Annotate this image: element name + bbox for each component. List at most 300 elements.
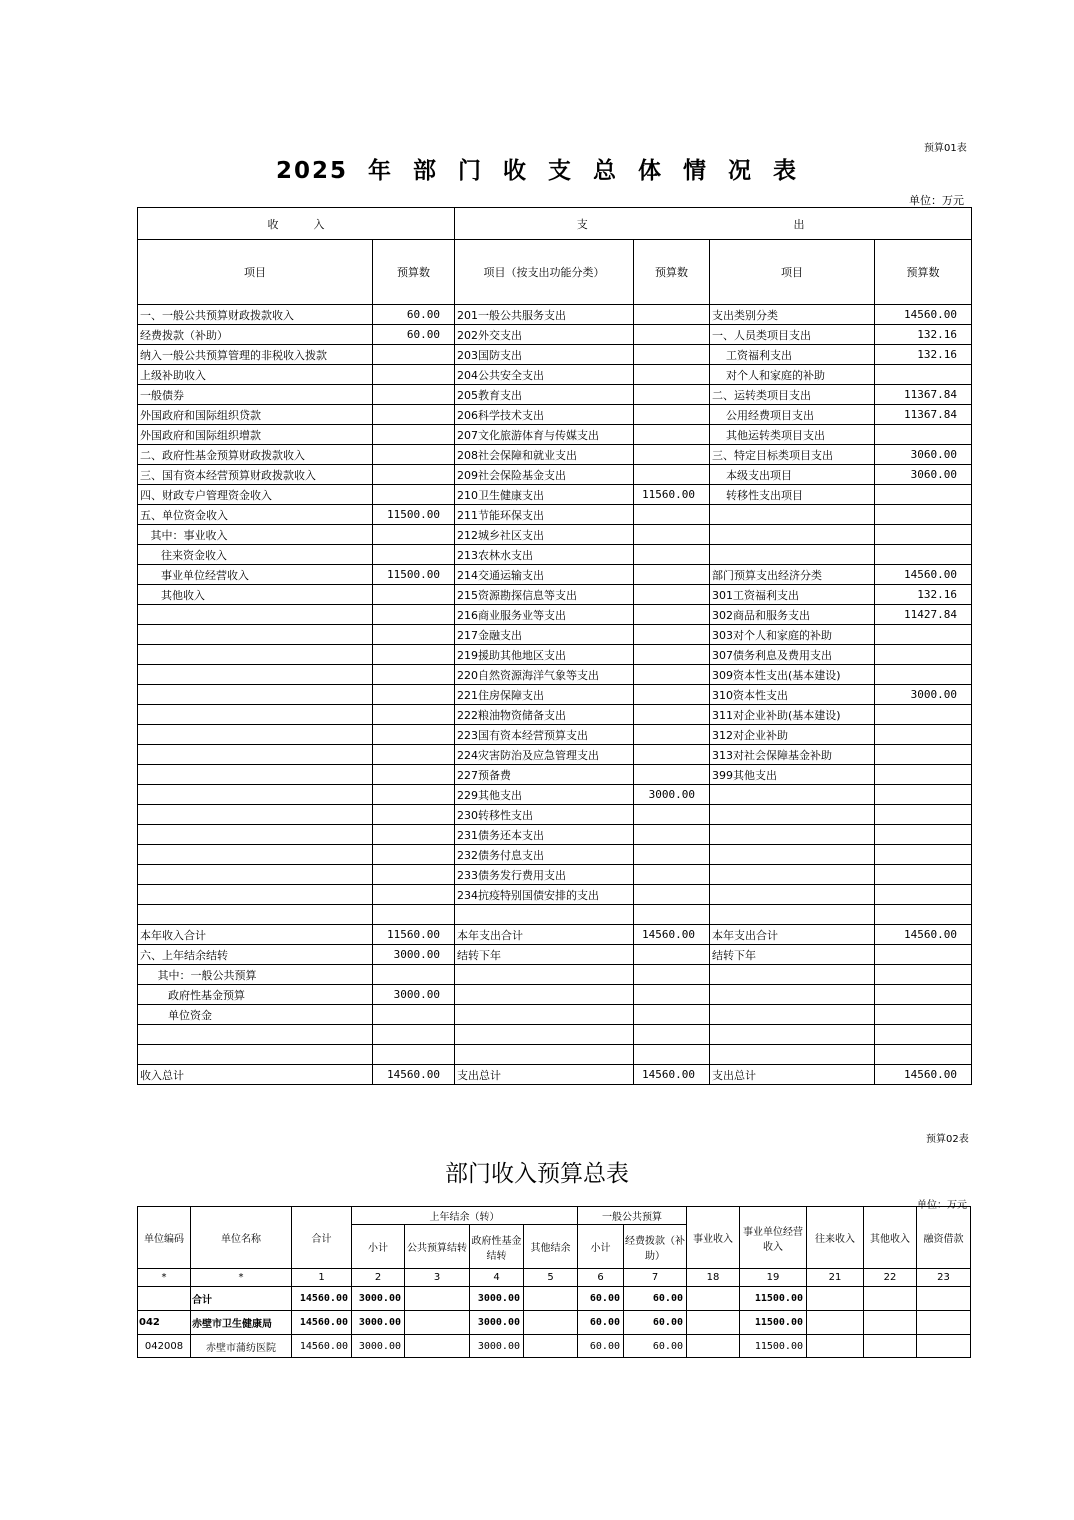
table-row — [138, 365, 972, 385]
table2-title: 部门收入预算总表 — [445, 1161, 629, 1187]
amount-cell: 3000.00 — [352, 1311, 405, 1335]
budget-cell — [634, 825, 710, 845]
item-cell: 其中：一般公共预算 — [138, 965, 373, 985]
budget-cell — [373, 525, 455, 545]
item-cell: 外国政府和国际组织贷款 — [138, 405, 373, 425]
budget-cell — [875, 985, 972, 1005]
item-cell: 三、特定目标类项目支出 — [710, 445, 875, 465]
amount-cell: 60.00 — [624, 1335, 687, 1358]
budget-cell: 11560.00 — [634, 485, 710, 505]
table-row — [138, 905, 972, 925]
table-row — [138, 345, 972, 365]
item-cell: 204公共安全支出 — [455, 365, 634, 385]
table2-tag: 预算02表 — [926, 1134, 969, 1145]
index-cell: 23 — [917, 1269, 971, 1287]
item-cell — [710, 505, 875, 525]
budget-cell — [634, 965, 710, 985]
table-row — [138, 445, 972, 465]
col-loan: 融资借款 — [917, 1207, 971, 1269]
budget-cell — [373, 685, 455, 705]
item-cell: 政府性基金预算 — [138, 985, 373, 1005]
amount-cell — [807, 1311, 864, 1335]
unit-code-cell: 042 — [138, 1311, 191, 1335]
budget-cell — [634, 445, 710, 465]
budget-cell — [634, 845, 710, 865]
col-gen-subtotal: 小计 — [578, 1225, 624, 1269]
index-cell: 18 — [687, 1269, 740, 1287]
budget-cell — [875, 885, 972, 905]
table-row — [138, 465, 972, 485]
budget-cell — [634, 345, 710, 365]
item-cell — [710, 785, 875, 805]
amount-cell: 14560.00 — [292, 1287, 352, 1311]
budget-cell: 14560.00 — [373, 1065, 455, 1085]
item-cell: 上级补助收入 — [138, 365, 373, 385]
table-row — [138, 1287, 971, 1311]
col-code: 单位编码 — [138, 1207, 191, 1269]
budget-cell — [373, 805, 455, 825]
item-cell: 222粮油物资储备支出 — [455, 705, 634, 725]
budget-cell — [875, 505, 972, 525]
item-cell — [710, 965, 875, 985]
amount-cell — [687, 1287, 740, 1311]
budget-cell — [875, 485, 972, 505]
amount-cell: 14560.00 — [292, 1335, 352, 1358]
item-cell — [455, 1005, 634, 1025]
budget-cell — [373, 445, 455, 465]
index-cell: 2 — [352, 1269, 405, 1287]
item-cell — [138, 785, 373, 805]
item-cell — [455, 1045, 634, 1065]
index-row — [138, 1269, 971, 1287]
table-row — [138, 785, 972, 805]
budget-cell — [875, 645, 972, 665]
index-cell: 3 — [405, 1269, 470, 1287]
budget-cell — [875, 665, 972, 685]
expense-header-right: 出 — [710, 208, 972, 240]
item-cell: 224灾害防治及应急管理支出 — [455, 745, 634, 765]
item-cell — [138, 1025, 373, 1045]
budget-cell: 11500.00 — [373, 565, 455, 585]
budget-cell — [875, 525, 972, 545]
table-row — [138, 325, 972, 345]
amount-cell — [405, 1311, 470, 1335]
budget-cell — [634, 765, 710, 785]
budget-cell — [634, 465, 710, 485]
item-cell — [138, 885, 373, 905]
budget-cell — [373, 845, 455, 865]
budget-cell — [373, 605, 455, 625]
amount-cell — [807, 1335, 864, 1358]
amount-cell — [687, 1311, 740, 1335]
budget-cell — [634, 505, 710, 525]
item-cell — [710, 525, 875, 545]
budget-cell — [373, 1025, 455, 1045]
item-cell — [138, 905, 373, 925]
amount-cell: 3000.00 — [470, 1335, 524, 1358]
budget-cell — [875, 425, 972, 445]
unit-name-cell: 合计 — [191, 1287, 292, 1311]
budget-cell — [373, 385, 455, 405]
table-row — [138, 645, 972, 665]
table1-title: 2025 年 部 门 收 支 总 体 情 况 表 — [275, 158, 799, 184]
expense-header-left: 支 — [455, 208, 710, 240]
item-cell: 207文化旅游体育与传媒支出 — [455, 425, 634, 445]
item-cell — [138, 745, 373, 765]
budget-cell: 14560.00 — [875, 565, 972, 585]
item-cell: 结转下年 — [710, 945, 875, 965]
budget-cell — [634, 1005, 710, 1025]
budget-cell — [634, 745, 710, 765]
budget-cell: 132.16 — [875, 325, 972, 345]
col-income-item: 项目 — [138, 240, 373, 305]
budget-cell — [634, 945, 710, 965]
item-cell — [138, 765, 373, 785]
table2-unit: 单位：万元 — [917, 1200, 967, 1211]
item-cell: 223国有资本经营预算支出 — [455, 725, 634, 745]
table-row — [138, 825, 972, 845]
budget-cell: 14560.00 — [875, 925, 972, 945]
budget-cell — [875, 1025, 972, 1045]
item-cell: 313对社会保障基金补助 — [710, 745, 875, 765]
table-row — [138, 805, 972, 825]
item-cell: 纳入一般公共预算管理的非税收入拨款 — [138, 345, 373, 365]
index-cell: 1 — [292, 1269, 352, 1287]
item-cell: 本级支出项目 — [710, 465, 875, 485]
item-cell: 二、运转类项目支出 — [710, 385, 875, 405]
budget-cell: 3000.00 — [875, 685, 972, 705]
budget-cell — [875, 785, 972, 805]
budget-cell: 14560.00 — [634, 925, 710, 945]
table-row — [138, 665, 972, 685]
table-row — [138, 765, 972, 785]
item-cell — [138, 645, 373, 665]
table-row — [138, 1335, 971, 1358]
table-row — [138, 425, 972, 445]
item-cell: 四、财政专户管理资金收入 — [138, 485, 373, 505]
budget-cell — [373, 465, 455, 485]
item-cell — [710, 985, 875, 1005]
item-cell: 单位资金 — [138, 1005, 373, 1025]
budget-cell — [875, 865, 972, 885]
budget-cell — [634, 705, 710, 725]
amount-cell — [524, 1311, 578, 1335]
amount-cell — [917, 1335, 971, 1358]
index-cell: 22 — [864, 1269, 917, 1287]
budget-cell — [373, 865, 455, 885]
item-cell: 312对企业补助 — [710, 725, 875, 745]
item-cell: 支出总计 — [710, 1065, 875, 1085]
budget-cell — [634, 405, 710, 425]
budget-cell — [634, 1045, 710, 1065]
item-cell: 公用经费项目支出 — [710, 405, 875, 425]
unit-code-cell: 042008 — [138, 1335, 191, 1358]
item-cell: 232债务付息支出 — [455, 845, 634, 865]
budget-cell — [875, 965, 972, 985]
item-cell: 支出类别分类 — [710, 305, 875, 325]
item-cell: 216商业服务业等支出 — [455, 605, 634, 625]
col-prev-group: 上年结余（转） — [352, 1207, 578, 1225]
budget-cell — [634, 985, 710, 1005]
col-func-item: 项目（按支出功能分类） — [455, 240, 634, 305]
item-cell — [138, 685, 373, 705]
amount-cell — [864, 1287, 917, 1311]
col-func-budget: 预算数 — [634, 240, 710, 305]
amount-cell: 60.00 — [578, 1335, 624, 1358]
budget-cell: 3060.00 — [875, 445, 972, 465]
item-cell — [455, 905, 634, 925]
index-cell: 21 — [807, 1269, 864, 1287]
table-row — [138, 705, 972, 725]
amount-cell: 11500.00 — [740, 1287, 807, 1311]
item-cell: 211节能环保支出 — [455, 505, 634, 525]
budget-cell — [875, 1005, 972, 1025]
budget-cell — [634, 625, 710, 645]
budget-cell: 3000.00 — [373, 945, 455, 965]
table-row — [138, 1311, 971, 1335]
budget-cell — [373, 585, 455, 605]
budget-cell — [634, 885, 710, 905]
item-cell: 214交通运输支出 — [455, 565, 634, 585]
item-cell: 302商品和服务支出 — [710, 605, 875, 625]
table-row — [138, 485, 972, 505]
budget-cell — [875, 905, 972, 925]
col-total: 合计 — [292, 1207, 352, 1269]
item-cell — [138, 725, 373, 745]
budget-cell — [373, 425, 455, 445]
budget-cell: 11427.84 — [875, 605, 972, 625]
col-funding: 经费拨款（补助） — [624, 1225, 687, 1269]
budget-cell: 60.00 — [373, 305, 455, 325]
table1-unit: 单位：万元 — [909, 194, 964, 207]
item-cell: 工资福利支出 — [710, 345, 875, 365]
table-row — [138, 505, 972, 525]
item-cell: 本年支出合计 — [710, 925, 875, 945]
budget-cell: 11367.84 — [875, 385, 972, 405]
table-row — [138, 1025, 972, 1045]
col-contact: 往来收入 — [807, 1207, 864, 1269]
item-cell — [710, 905, 875, 925]
item-cell — [710, 805, 875, 825]
item-cell: 二、政府性基金预算财政拨款收入 — [138, 445, 373, 465]
table1-tag: 预算01表 — [924, 143, 967, 154]
col-subtotal: 小计 — [352, 1225, 405, 1269]
item-cell — [710, 885, 875, 905]
item-cell: 其他收入 — [138, 585, 373, 605]
budget-cell — [634, 365, 710, 385]
table-row — [138, 745, 972, 765]
budget-cell — [373, 885, 455, 905]
table-row — [138, 525, 972, 545]
item-cell: 203国防支出 — [455, 345, 634, 365]
amount-cell — [405, 1287, 470, 1311]
index-cell: 5 — [524, 1269, 578, 1287]
item-cell — [710, 545, 875, 565]
item-cell: 其他运转类项目支出 — [710, 425, 875, 445]
col-other-income: 其他收入 — [864, 1207, 917, 1269]
budget-cell — [373, 545, 455, 565]
amount-cell: 60.00 — [624, 1287, 687, 1311]
col-biz-oper: 事业单位经营收入 — [740, 1207, 807, 1269]
item-cell — [455, 985, 634, 1005]
item-cell: 208社会保障和就业支出 — [455, 445, 634, 465]
index-cell: 7 — [624, 1269, 687, 1287]
col-name: 单位名称 — [191, 1207, 292, 1269]
amount-cell — [917, 1287, 971, 1311]
budget-cell — [875, 625, 972, 645]
col-other-carry: 其他结余 — [524, 1225, 578, 1269]
table-row — [138, 305, 972, 325]
budget-cell — [373, 785, 455, 805]
budget-cell — [634, 385, 710, 405]
budget-cell — [373, 345, 455, 365]
item-cell — [710, 1045, 875, 1065]
col-biz-income: 事业收入 — [687, 1207, 740, 1269]
table-row — [138, 545, 972, 565]
table-row — [138, 945, 972, 965]
amount-cell — [524, 1335, 578, 1358]
budget-cell — [634, 585, 710, 605]
amount-cell: 3000.00 — [352, 1287, 405, 1311]
budget-cell: 3060.00 — [875, 465, 972, 485]
budget-cell — [634, 645, 710, 665]
item-cell: 210卫生健康支出 — [455, 485, 634, 505]
item-cell: 229其他支出 — [455, 785, 634, 805]
amount-cell — [807, 1287, 864, 1311]
amount-cell: 3000.00 — [470, 1311, 524, 1335]
budget-cell — [634, 1025, 710, 1045]
budget-cell: 132.16 — [875, 345, 972, 365]
item-cell: 206科学技术支出 — [455, 405, 634, 425]
item-cell: 310资本性支出 — [710, 685, 875, 705]
col-gov-fund: 政府性基金结转 — [470, 1225, 524, 1269]
table-row — [138, 565, 972, 585]
amount-cell — [524, 1287, 578, 1311]
budget-cell — [373, 405, 455, 425]
budget-cell: 11500.00 — [373, 505, 455, 525]
item-cell: 202外交支出 — [455, 325, 634, 345]
table-row — [138, 405, 972, 425]
budget-cell — [634, 685, 710, 705]
col-gen-group: 一般公共预算 — [578, 1207, 687, 1225]
budget-cell — [875, 545, 972, 565]
index-cell: 19 — [740, 1269, 807, 1287]
item-cell: 219援助其他地区支出 — [455, 645, 634, 665]
item-cell: 209社会保险基金支出 — [455, 465, 634, 485]
budget-cell — [634, 425, 710, 445]
budget-cell — [373, 965, 455, 985]
unit-name-cell: 赤壁市蒲纺医院 — [191, 1335, 292, 1358]
budget-cell — [875, 805, 972, 825]
item-cell: 309资本性支出(基本建设) — [710, 665, 875, 685]
amount-cell: 60.00 — [578, 1287, 624, 1311]
budget-cell: 14560.00 — [875, 1065, 972, 1085]
amount-cell: 60.00 — [624, 1311, 687, 1335]
item-cell — [710, 865, 875, 885]
budget-cell — [634, 605, 710, 625]
item-cell — [138, 825, 373, 845]
item-cell: 303对个人和家庭的补助 — [710, 625, 875, 645]
amount-cell — [917, 1311, 971, 1335]
budget-cell — [373, 825, 455, 845]
item-cell: 399其他支出 — [710, 765, 875, 785]
table-row — [138, 845, 972, 865]
table-row — [138, 885, 972, 905]
item-cell: 217金融支出 — [455, 625, 634, 645]
budget-cell: 3000.00 — [373, 985, 455, 1005]
budget-cell — [634, 865, 710, 885]
item-cell — [710, 845, 875, 865]
item-cell: 其中：事业收入 — [138, 525, 373, 545]
index-cell: * — [138, 1269, 191, 1287]
amount-cell — [864, 1311, 917, 1335]
income-header: 收 入 — [138, 208, 455, 240]
budget-cell — [373, 905, 455, 925]
amount-cell — [405, 1335, 470, 1358]
budget-cell — [373, 1045, 455, 1065]
budget-cell — [373, 1005, 455, 1025]
income-budget-table — [137, 1206, 971, 1358]
item-cell: 六、上年结余结转 — [138, 945, 373, 965]
col-econ-budget: 预算数 — [875, 240, 972, 305]
item-cell — [138, 625, 373, 645]
item-cell: 部门预算支出经济分类 — [710, 565, 875, 585]
budget-cell — [875, 705, 972, 725]
budget-cell — [373, 365, 455, 385]
col-income-budget: 预算数 — [373, 240, 455, 305]
item-cell — [455, 1025, 634, 1045]
table-row — [138, 1045, 972, 1065]
amount-cell: 11500.00 — [740, 1335, 807, 1358]
item-cell: 结转下年 — [455, 945, 634, 965]
table-row — [138, 965, 972, 985]
item-cell: 215资源勘探信息等支出 — [455, 585, 634, 605]
item-cell: 转移性支出项目 — [710, 485, 875, 505]
budget-cell: 14560.00 — [875, 305, 972, 325]
budget-cell: 3000.00 — [634, 785, 710, 805]
table-row — [138, 585, 972, 605]
item-cell: 往来资金收入 — [138, 545, 373, 565]
income-expense-table — [137, 207, 972, 1085]
item-cell — [138, 1045, 373, 1065]
budget-cell — [634, 545, 710, 565]
budget-cell — [634, 305, 710, 325]
item-cell: 一般债券 — [138, 385, 373, 405]
item-cell: 事业单位经营收入 — [138, 565, 373, 585]
table-row — [138, 605, 972, 625]
item-cell: 本年支出合计 — [455, 925, 634, 945]
table-row — [138, 625, 972, 645]
amount-cell: 11500.00 — [740, 1311, 807, 1335]
item-cell: 一、人员类项目支出 — [710, 325, 875, 345]
budget-cell: 14560.00 — [634, 1065, 710, 1085]
budget-cell — [875, 765, 972, 785]
amount-cell: 14560.00 — [292, 1311, 352, 1335]
table-row — [138, 865, 972, 885]
item-cell: 对个人和家庭的补助 — [710, 365, 875, 385]
item-cell: 一、一般公共预算财政拨款收入 — [138, 305, 373, 325]
item-cell: 311对企业补助(基本建设) — [710, 705, 875, 725]
budget-cell — [875, 725, 972, 745]
item-cell — [138, 665, 373, 685]
budget-cell: 60.00 — [373, 325, 455, 345]
item-cell: 收入总计 — [138, 1065, 373, 1085]
item-cell: 外国政府和国际组织增款 — [138, 425, 373, 445]
item-cell: 五、单位资金收入 — [138, 505, 373, 525]
table-row — [138, 685, 972, 705]
budget-cell — [875, 825, 972, 845]
table-row — [138, 1005, 972, 1025]
